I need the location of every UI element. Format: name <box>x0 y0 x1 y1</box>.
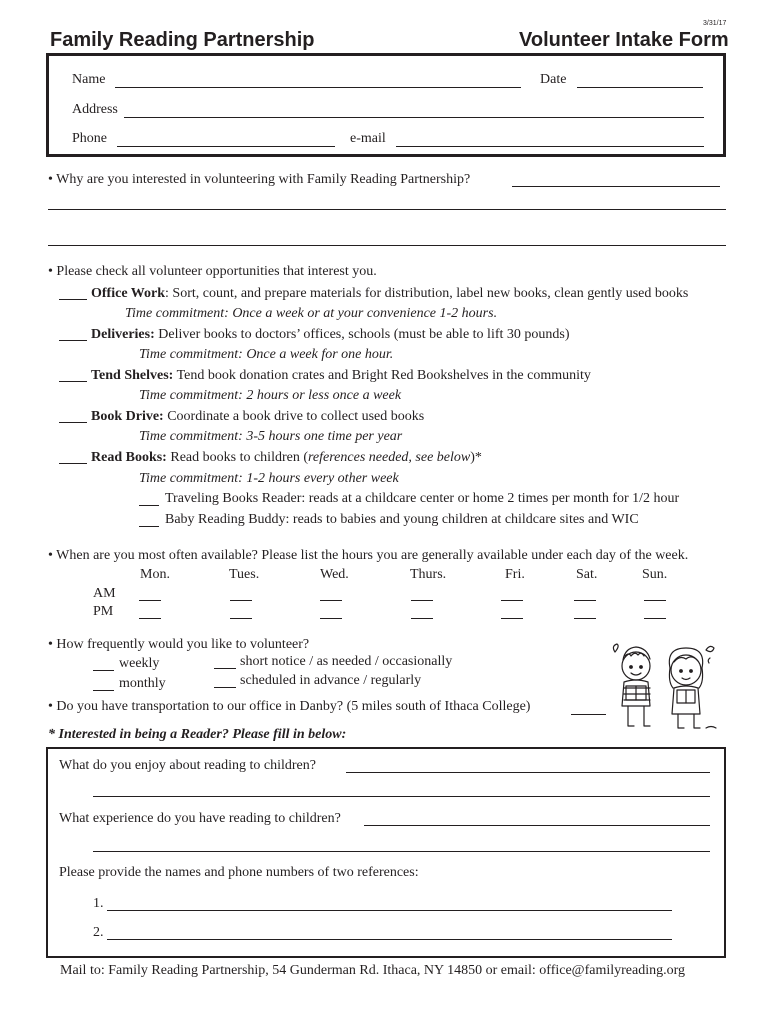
sun-am-field[interactable] <box>644 600 666 601</box>
book-drive-option <box>91 409 424 425</box>
thurs-pm-field[interactable] <box>411 618 433 619</box>
row-am: AM <box>93 586 116 601</box>
tend-shelves-checkbox[interactable] <box>59 369 87 382</box>
date-label: Date <box>540 72 567 87</box>
address-label: Address <box>72 102 118 117</box>
weekly-checkbox[interactable] <box>93 658 114 671</box>
experience-answer-line-2[interactable] <box>93 851 710 852</box>
reference-2-field[interactable] <box>107 939 672 940</box>
read-books-option <box>91 450 482 466</box>
reference-1-field[interactable] <box>107 910 672 911</box>
read-books-desc-italic: references needed, see below <box>308 450 471 465</box>
date-field[interactable] <box>577 87 703 88</box>
scheduled-option: scheduled in advance / regularly <box>240 673 422 688</box>
reference-1-number: 1. <box>93 896 104 911</box>
read-books-title: Read Books: <box>91 450 167 465</box>
phone-label: Phone <box>72 131 107 146</box>
reader-note: * Interested in being a Reader? Please fill in below: <box>48 727 347 742</box>
phone-field[interactable] <box>117 146 335 147</box>
interest-question: • Why are you interested in volunteering with Family Reading Partnership? <box>48 172 471 187</box>
email-label: e-mail <box>350 131 386 146</box>
day-sat: Sat. <box>576 567 598 582</box>
fri-am-field[interactable] <box>501 600 523 601</box>
read-books-checkbox[interactable] <box>59 451 87 464</box>
sat-pm-field[interactable] <box>574 618 596 619</box>
book-drive-title: Book Drive: <box>91 409 164 424</box>
traveling-reader-option: Traveling Books Reader: reads at a childcare center or home 2 times per month for 1/2 hour <box>165 491 680 506</box>
tend-shelves-commitment: Time commitment: 2 hours or less once a week <box>139 388 402 403</box>
sat-am-field[interactable] <box>574 600 596 601</box>
mailing-footer: Mail to: Family Reading Partnership, 54 Gunderman Rd. Ithaca, NY 14850 or email: office@familyreading.org <box>60 963 685 978</box>
mon-am-field[interactable] <box>139 600 161 601</box>
office-work-commitment: Time commitment: Once a week or at your convenience 1-2 hours. <box>125 306 498 321</box>
enjoy-question: What do you enjoy about reading to children? <box>59 758 316 773</box>
deliveries-option <box>91 327 570 343</box>
book-drive-commitment: Time commitment: 3-5 hours one time per year <box>139 429 403 444</box>
availability-question: • When are you most often available? Please list the hours you are generally available under each day of the week. <box>48 548 689 563</box>
day-wed: Wed. <box>320 567 349 582</box>
enjoy-answer-line-2[interactable] <box>93 796 710 797</box>
tend-shelves-option <box>91 368 591 384</box>
book-drive-checkbox[interactable] <box>59 410 87 423</box>
contact-info-box <box>46 53 726 157</box>
read-books-desc-a: Read books to children ( <box>166 450 308 465</box>
scheduled-checkbox[interactable] <box>214 675 236 688</box>
frequency-question: • How frequently would you like to volunteer? <box>48 637 310 652</box>
read-books-desc-b: )* <box>470 450 482 465</box>
name-label: Name <box>72 72 106 87</box>
mon-pm-field[interactable] <box>139 618 161 619</box>
references-prompt: Please provide the names and phone numbers of two references: <box>59 865 419 880</box>
book-drive-desc: Coordinate a book drive to collect used books <box>163 409 425 424</box>
email-field[interactable] <box>396 146 704 147</box>
enjoy-answer-line-1[interactable] <box>346 772 710 773</box>
address-field[interactable] <box>124 117 704 118</box>
transportation-question: • Do you have transportation to our office in Danby? (5 miles south of Ithaca College) <box>48 699 531 714</box>
interest-answer-line-1[interactable] <box>512 186 720 187</box>
thurs-am-field[interactable] <box>411 600 433 601</box>
deliveries-commitment: Time commitment: Once a week for one hour. <box>139 347 394 362</box>
reference-2-number: 2. <box>93 925 104 940</box>
org-title: Family Reading Partnership <box>50 29 315 51</box>
wed-am-field[interactable] <box>320 600 342 601</box>
sun-pm-field[interactable] <box>644 618 666 619</box>
office-work-option <box>91 286 688 302</box>
monthly-checkbox[interactable] <box>93 678 114 691</box>
tues-pm-field[interactable] <box>230 618 252 619</box>
baby-buddy-checkbox[interactable] <box>139 514 159 527</box>
wed-pm-field[interactable] <box>320 618 342 619</box>
form-date-code: 3/31/17 <box>703 20 727 27</box>
weekly-option: weekly <box>119 656 160 671</box>
deliveries-desc: Deliver books to doctors’ offices, schools (must be able to lift 30 pounds) <box>154 327 570 342</box>
interest-answer-line-2[interactable] <box>48 209 726 210</box>
tend-shelves-desc: Tend book donation crates and Bright Red Bookshelves in the community <box>173 368 591 383</box>
experience-answer-line-1[interactable] <box>364 825 710 826</box>
name-field[interactable] <box>115 87 521 88</box>
short-notice-checkbox[interactable] <box>214 656 236 669</box>
day-mon: Mon. <box>140 567 170 582</box>
deliveries-title: Deliveries: <box>91 327 155 342</box>
reader-info-box <box>46 747 726 958</box>
transportation-answer[interactable] <box>571 714 606 715</box>
office-work-desc: : Sort, count, and prepare materials for distribution, label new books, clean gently used books <box>165 286 689 301</box>
row-pm: PM <box>93 604 114 619</box>
day-fri: Fri. <box>505 567 525 582</box>
baby-buddy-option: Baby Reading Buddy: reads to babies and young children at childcare sites and WIC <box>165 512 639 527</box>
office-work-title: Office Work <box>91 286 166 301</box>
day-sun: Sun. <box>642 567 668 582</box>
traveling-reader-checkbox[interactable] <box>139 493 159 506</box>
children-reading-illustration <box>606 640 724 736</box>
interest-answer-line-3[interactable] <box>48 245 726 246</box>
experience-question: What experience do you have reading to children? <box>59 811 341 826</box>
tend-shelves-title: Tend Shelves: <box>91 368 174 383</box>
opportunities-intro: • Please check all volunteer opportunities that interest you. <box>48 264 377 279</box>
office-work-checkbox[interactable] <box>59 287 87 300</box>
read-books-commitment: Time commitment: 1-2 hours every other week <box>139 471 399 486</box>
form-title: Volunteer Intake Form <box>519 29 729 51</box>
day-tues: Tues. <box>229 567 260 582</box>
monthly-option: monthly <box>119 676 166 691</box>
day-thurs: Thurs. <box>410 567 447 582</box>
tues-am-field[interactable] <box>230 600 252 601</box>
deliveries-checkbox[interactable] <box>59 328 87 341</box>
short-notice-option: short notice / as needed / occasionally <box>240 654 453 669</box>
fri-pm-field[interactable] <box>501 618 523 619</box>
